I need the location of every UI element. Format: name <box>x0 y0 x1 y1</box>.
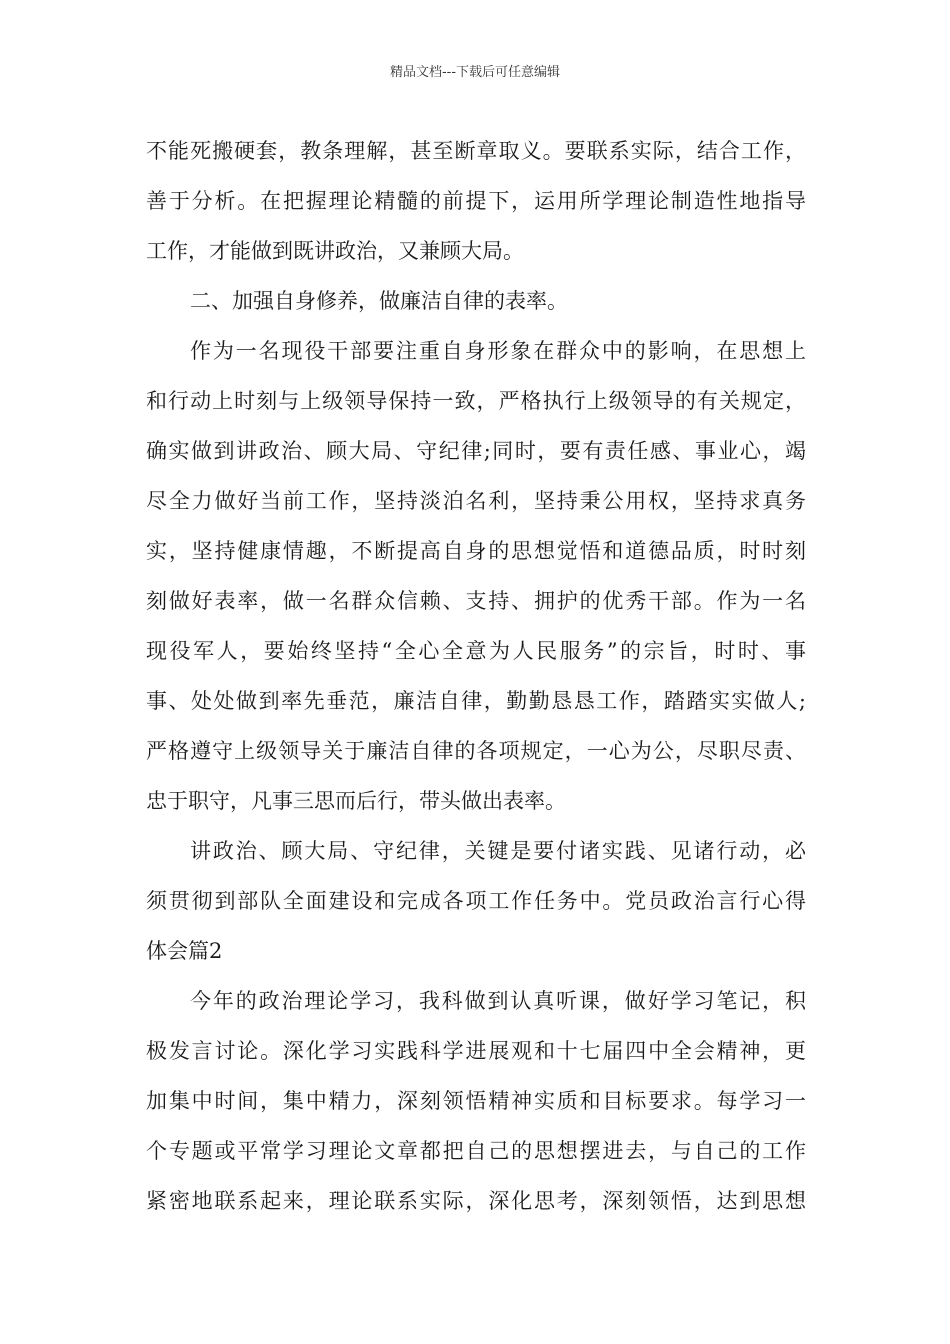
text-line: 刻做好表率，做一名群众信赖、支持、拥护的优秀干部。作为一名 <box>146 589 806 613</box>
text-line: 作为一名现役干部要注重自身形象在群众中的影响，在思想上 <box>190 339 806 363</box>
text-line: 极发言讨论。深化学习实践科学进展观和十七届四中全会精神，更 <box>146 1039 806 1063</box>
text-line: 现役军人，要始终坚持“全心全意为人民服务”的宗旨，时时、事 <box>146 639 806 663</box>
text-line: 事、处处做到率先垂范，廉洁自律，勤勤恳恳工作，踏踏实实做人; <box>146 689 806 713</box>
text-line: 工作，才能做到既讲政治，又兼顾大局。 <box>146 239 524 263</box>
text-line: 须贯彻到部队全面建设和完成各项工作任务中。党员政治言行心得 <box>146 889 806 913</box>
text-line: 体会篇2 <box>146 939 223 963</box>
document-body <box>146 126 806 1226</box>
text-line: 忠于职守，凡事三思而后行，带头做出表率。 <box>146 789 566 813</box>
text-line: 讲政治、顾大局、守纪律，关键是要付诸实践、见诸行动，必 <box>190 839 806 863</box>
text-line: 紧密地联系起来，理论联系实际，深化思考，深刻领悟，达到思想 <box>146 1189 806 1213</box>
text-line: 加集中时间，集中精力，深刻领悟精神实质和目标要求。每学习一 <box>146 1089 806 1113</box>
text-line: 实，坚持健康情趣，不断提高自身的思想觉悟和道德品质，时时刻 <box>146 539 806 563</box>
page-header: 精品文档---下载后可任意编辑 <box>389 65 561 80</box>
text-line: 严格遵守上级领导关于廉洁自律的各项规定，一心为公，尽职尽责、 <box>146 739 806 763</box>
text-line: 和行动上时刻与上级领导保持一致，严格执行上级领导的有关规定， <box>146 389 806 413</box>
text-line: 个专题或平常学习理论文章都把自己的思想摆进去，与自己的工作 <box>146 1139 806 1163</box>
text-line: 尽全力做好当前工作，坚持淡泊名利，坚持秉公用权，坚持求真务 <box>146 489 806 513</box>
text-line: 确实做到讲政治、顾大局、守纪律;同时，要有责任感、事业心，竭 <box>146 439 806 463</box>
text-line: 不能死搬硬套，教条理解，甚至断章取义。要联系实际，结合工作， <box>146 139 806 163</box>
text-line: 善于分析。在把握理论精髓的前提下，运用所学理论制造性地指导 <box>146 189 806 213</box>
text-line: 今年的政治理论学习，我科做到认真听课，做好学习笔记，积 <box>190 989 806 1013</box>
text-line: 二、加强自身修养，做廉洁自律的表率。 <box>190 289 568 313</box>
